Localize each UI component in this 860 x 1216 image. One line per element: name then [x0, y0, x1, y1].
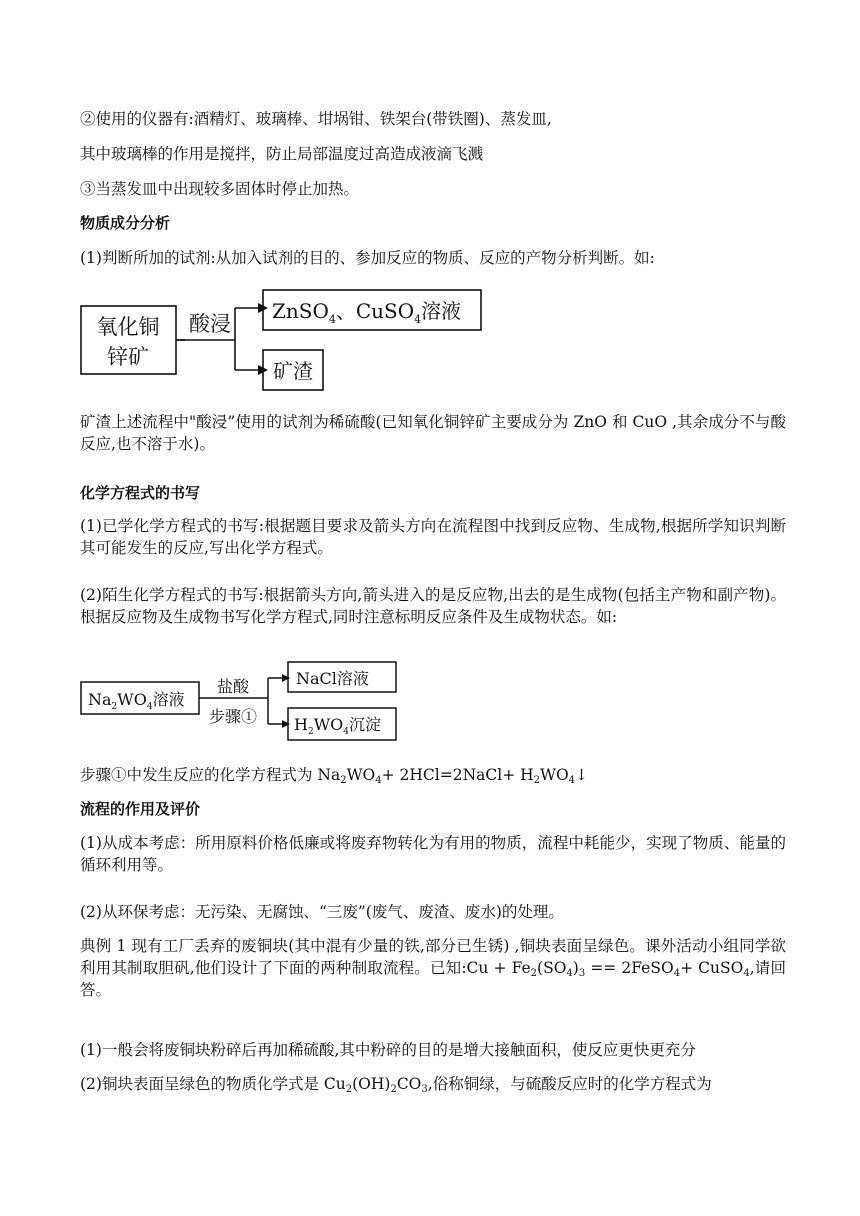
- example-paragraph: 典例 1 现有工厂丢弃的废铜块(其中混有少量的铁,部分已生锈) ,铜块表面呈绿色。课外活动小组同学欲利用其制取胆矾,他们设计了下面的两种制取流程。已知:Cu + $Fe_2(SO_4)_3$ == 2FeSO$_4$+ CuSO$_4$,请回答。: [80, 937, 786, 999]
- source-label: $Na_2WO_4$溶液: [88, 690, 185, 712]
- text-line: ③当蒸发皿中出现较多固体时停止加热。: [80, 180, 360, 198]
- hcl-label: 盐酸: [216, 677, 250, 696]
- section-heading: 流程的作用及评价: [80, 800, 201, 818]
- text-line: (1)一般会将废铜块粉碎后再加稀硫酸,其中粉碎的目的是增大接触面积，使反应更快更充分: [80, 1041, 696, 1059]
- product1-label: ZnSO$_4$、CuSO$_4$溶液: [272, 299, 462, 326]
- paragraph: (2)陌生化学方程式的书写:根据箭头方向,箭头进入的是反应物,出去的是生成物(包括主产物和副产物)。根据反应物及生成物书写化学方程式,同时注意标明反应条件及生成物状态。如:: [80, 586, 786, 626]
- arrow-head-icon: [282, 674, 290, 682]
- acid-leach-label: 酸浸: [189, 312, 231, 336]
- text-line: (2)从环保考虑：无污染、无腐蚀、“三废”(废气、废渣、废水)的处理。: [80, 903, 564, 921]
- product2-label: 矿渣: [273, 359, 313, 383]
- flow-diagram-step1: [80, 656, 410, 746]
- equation-line: 步骤①中发生反应的化学方程式为 $Na_2WO_4+$ 2HCl=2NaCl+ $H_2WO_4↓$: [80, 766, 589, 786]
- product2-label: $H_2WO_4$沉淀: [294, 715, 381, 737]
- section-heading: 化学方程式的书写: [80, 484, 201, 502]
- ore-label-line1: 氧化铜: [96, 315, 160, 339]
- flow-diagram-acid-leach: [80, 286, 500, 398]
- arrow-head-icon: [282, 720, 290, 728]
- paragraph: 矿渣上述流程中"酸浸”使用的试剂为稀硫酸(已知氧化铜锌矿主要成分为 ZnO 和 CuO ,其余成分不与酸反应,也不溶于水)。: [80, 413, 786, 453]
- paragraph: (1)已学化学方程式的书写:根据题目要求及箭头方向在流程图中找到反应物、生成物,根据所学知识判断其可能发生的反应,写出化学方程式。: [80, 517, 786, 557]
- ore-label-line2: 锌矿: [107, 345, 149, 369]
- step-label: 步骤①: [208, 707, 258, 726]
- product1-label: NaCl溶液: [296, 669, 369, 688]
- section-heading: 物质成分分析: [80, 214, 171, 232]
- paragraph: (1)从成本考虑：所用原料价格低廉或将废弃物转化为有用的物质，流程中耗能少，实现了物质、能量的循环利用等。: [80, 834, 786, 874]
- text-line: 其中玻璃棒的作用是搅拌，防止局部温度过高造成液滴飞溅: [80, 145, 484, 163]
- text-line: (1)判断所加的试剂:从加入试剂的目的、参加反应的物质、反应的产物分析判断。如:: [80, 249, 655, 267]
- text-line: ②使用的仪器有:酒精灯、玻璃棒、坩埚钳、铁架台(带铁圈)、蒸发皿,: [80, 110, 552, 128]
- text-line: (2)铜块表面呈绿色的物质化学式是 $Cu_2(OH)_2CO_3$,俗称铜绿，与硫酸反应时的化学方程式为: [80, 1075, 712, 1095]
